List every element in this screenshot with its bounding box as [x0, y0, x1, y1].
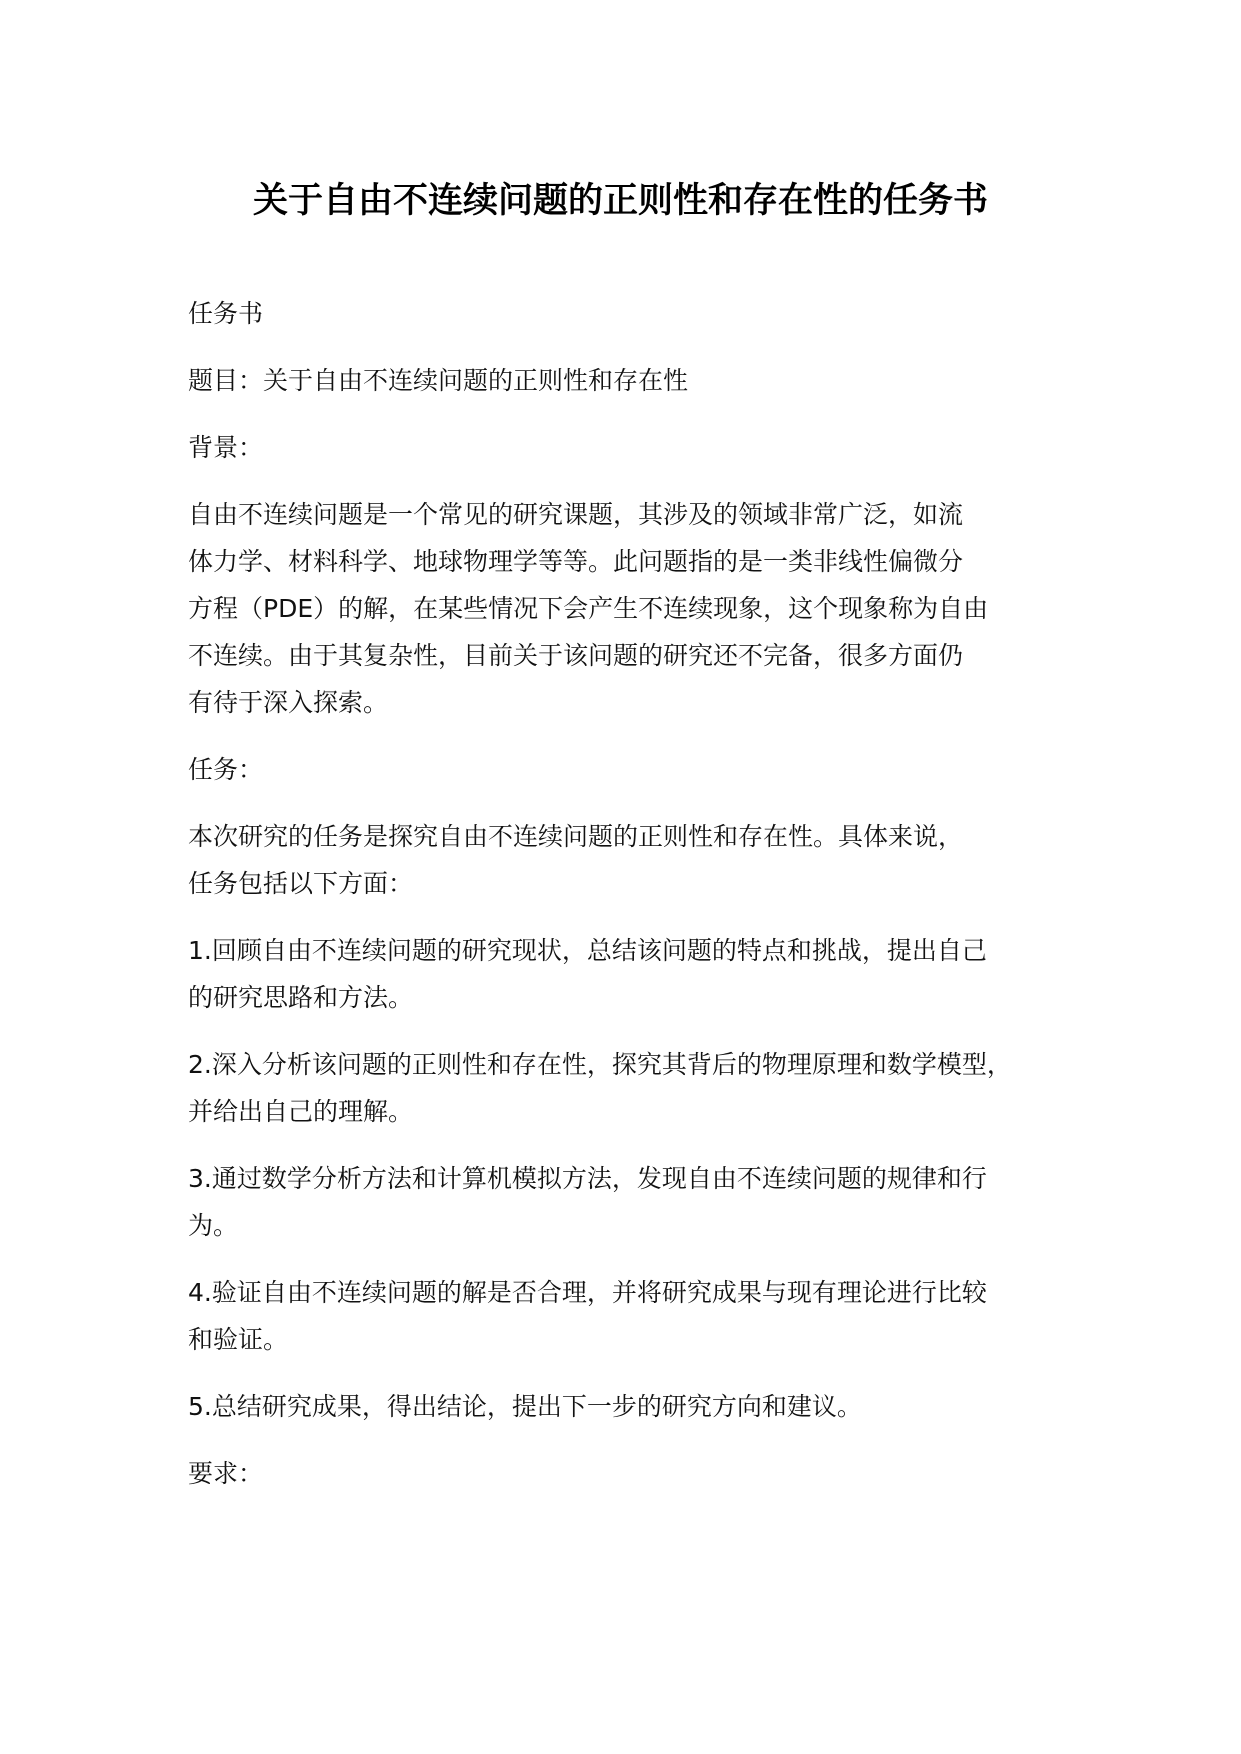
task-item-3 [188, 1155, 1088, 1249]
task-item-4 [188, 1269, 1088, 1363]
background-line: 有待于深入探索。 [188, 688, 389, 717]
background-line: 自由不连续问题是一个常见的研究课题，其涉及的领域非常广泛，如流 [188, 500, 964, 529]
background-line: 不连续。由于其复杂性，目前关于该问题的研究还不完备，很多方面仍 [188, 641, 964, 670]
task-item-line: 为。 [188, 1211, 239, 1240]
task-intro-line: 本次研究的任务是探究自由不连续问题的正则性和存在性。具体来说， [188, 822, 964, 851]
heading-task-book: 任务书 [188, 299, 264, 328]
document-body [188, 290, 1088, 1517]
task-intro-line: 任务包括以下方面： [188, 869, 414, 898]
document-title: 关于自由不连续问题的正则性和存在性的任务书 [252, 181, 988, 221]
task-item-1 [188, 927, 1088, 1021]
task-intro-paragraph [188, 813, 1088, 907]
task-item-line: 的研究思路和方法。 [188, 983, 414, 1012]
task-item-line: 1.回顾自由不连续问题的研究现状，总结该问题的特点和挑战，提出自己 [188, 936, 987, 965]
background-line: 体力学、材料科学、地球物理学等等。此问题指的是一类非线性偏微分 [188, 547, 964, 576]
task-item-line: 4.验证自由不连续问题的解是否合理，并将研究成果与现有理论进行比较 [188, 1278, 987, 1307]
subject-line: 题目：关于自由不连续问题的正则性和存在性 [188, 366, 689, 395]
task-item-line: 2.深入分析该问题的正则性和存在性，探究其背后的物理原理和数学模型， [188, 1050, 1012, 1079]
requirements-label: 要求： [188, 1459, 264, 1488]
background-line: 方程（PDE）的解，在某些情况下会产生不连续现象，这个现象称为自由 [188, 594, 989, 623]
task-item-line: 3.通过数学分析方法和计算机模拟方法，发现自由不连续问题的规律和行 [188, 1164, 987, 1193]
task-label: 任务： [188, 755, 264, 784]
task-item-line: 5.总结研究成果，得出结论，提出下一步的研究方向和建议。 [188, 1392, 862, 1421]
task-item-line: 和验证。 [188, 1325, 289, 1354]
task-item-line: 并给出自己的理解。 [188, 1097, 414, 1126]
task-item-5 [188, 1383, 1088, 1430]
task-item-2 [188, 1041, 1088, 1135]
background-paragraph [188, 491, 1088, 726]
background-label: 背景： [188, 433, 264, 462]
